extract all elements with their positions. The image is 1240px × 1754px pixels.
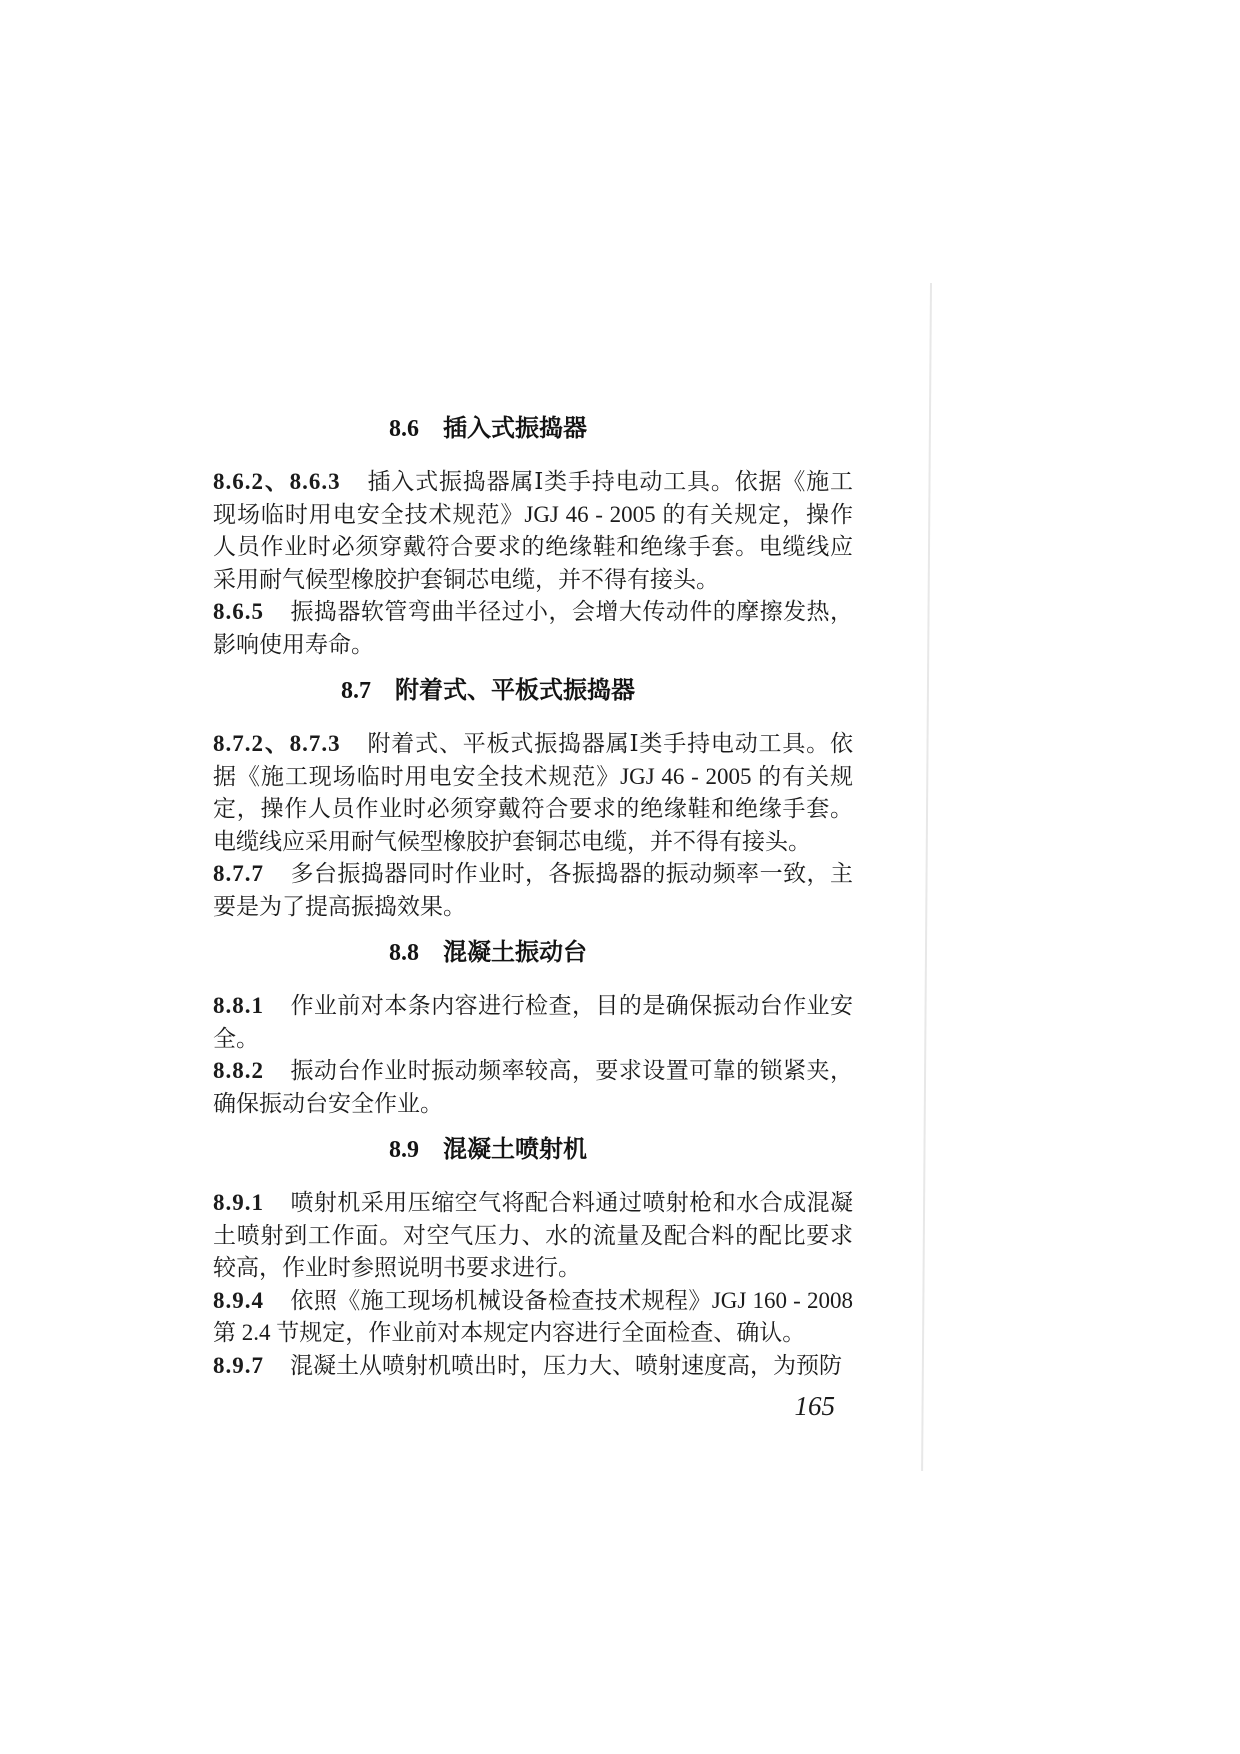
clause-label: 8.6.2、8.6.3 bbox=[213, 469, 341, 494]
section-title: 插入式振捣器 bbox=[443, 416, 587, 442]
clause-text: 喷射机采用压缩空气将配合料通过喷射枪和水合成混凝土喷射到工作面。对空气压力、水的流量及配合料的配比要求较高，作业时参照说明书要求进行。 bbox=[213, 1190, 853, 1280]
clause-paragraph bbox=[213, 858, 853, 923]
clause-paragraph bbox=[213, 1350, 853, 1383]
page-number: 165 bbox=[794, 1391, 835, 1421]
section-number: 8.6 bbox=[389, 416, 419, 442]
section-heading-8-9 bbox=[168, 1137, 808, 1163]
clause-text: 插入式振捣器属Ⅰ类手持电动工具。依据《施工现场临时用电安全技术规范》JGJ 46 - 2005 的有关规定，操作人员作业时必须穿戴符合要求的绝缘鞋和绝缘手套。电缆线应采用耐气候型橡胶护套铜芯电缆，并不得有接头。 bbox=[213, 469, 854, 592]
clause-text: 混凝土从喷射机喷出时，压力大、喷射速度高，为预防 bbox=[290, 1352, 842, 1378]
clause-label: 8.9.7 bbox=[213, 1352, 264, 1378]
clause-text: 依照《施工现场机械设备检查技术规程》JGJ 160 - 2008 第 2.4 节规定，作业前对本规定内容进行全面检查、确认。 bbox=[213, 1287, 853, 1345]
section-heading-8-7 bbox=[168, 678, 808, 704]
clause-label: 8.6.5 bbox=[213, 599, 264, 624]
clause-paragraph bbox=[213, 1285, 853, 1350]
clause-label: 8.8.2 bbox=[213, 1058, 264, 1083]
clause-label: 8.9.4 bbox=[213, 1287, 264, 1313]
section-number: 8.8 bbox=[389, 940, 419, 966]
page-content bbox=[213, 404, 853, 1421]
section-number: 8.7 bbox=[341, 678, 371, 704]
clause-paragraph bbox=[213, 1187, 853, 1285]
clause-text: 作业前对本条内容进行检查，目的是确保振动台作业安全。 bbox=[213, 993, 853, 1051]
clause-label: 8.9.1 bbox=[213, 1190, 264, 1215]
clause-paragraph bbox=[213, 990, 853, 1055]
clause-text: 多台振捣器同时作业时，各振捣器的振动频率一致，主要是为了提高振捣效果。 bbox=[213, 861, 853, 919]
clause-text: 振动台作业时振动频率较高，要求设置可靠的锁紧夹，确保振动台安全作业。 bbox=[213, 1058, 853, 1116]
clause-label: 8.7.7 bbox=[213, 861, 264, 886]
clause-paragraph bbox=[213, 1055, 853, 1120]
section-title: 混凝土振动台 bbox=[443, 940, 587, 966]
clause-label: 8.8.1 bbox=[213, 993, 264, 1018]
section-heading-8-8 bbox=[168, 940, 808, 966]
clause-paragraph bbox=[213, 728, 853, 858]
clause-text: 振捣器软管弯曲半径过小，会增大传动件的摩擦发热，影响使用寿命。 bbox=[213, 599, 853, 657]
clause-paragraph bbox=[213, 466, 853, 596]
section-number: 8.9 bbox=[389, 1137, 419, 1163]
scan-edge-line bbox=[921, 283, 932, 1471]
section-title: 混凝土喷射机 bbox=[443, 1137, 587, 1163]
section-heading-8-6 bbox=[168, 416, 808, 442]
clause-paragraph bbox=[213, 596, 853, 661]
clause-label: 8.7.2、8.7.3 bbox=[213, 731, 341, 756]
section-title: 附着式、平板式振捣器 bbox=[395, 678, 635, 704]
clause-text: 附着式、平板式振捣器属Ⅰ类手持电动工具。依据《施工现场临时用电安全技术规范》JGJ 46 - 2005 的有关规定，操作人员作业时必须穿戴符合要求的绝缘鞋和绝缘手套。电缆线应采用耐气候型橡胶护套铜芯电缆，并不得有接头。 bbox=[213, 731, 854, 854]
